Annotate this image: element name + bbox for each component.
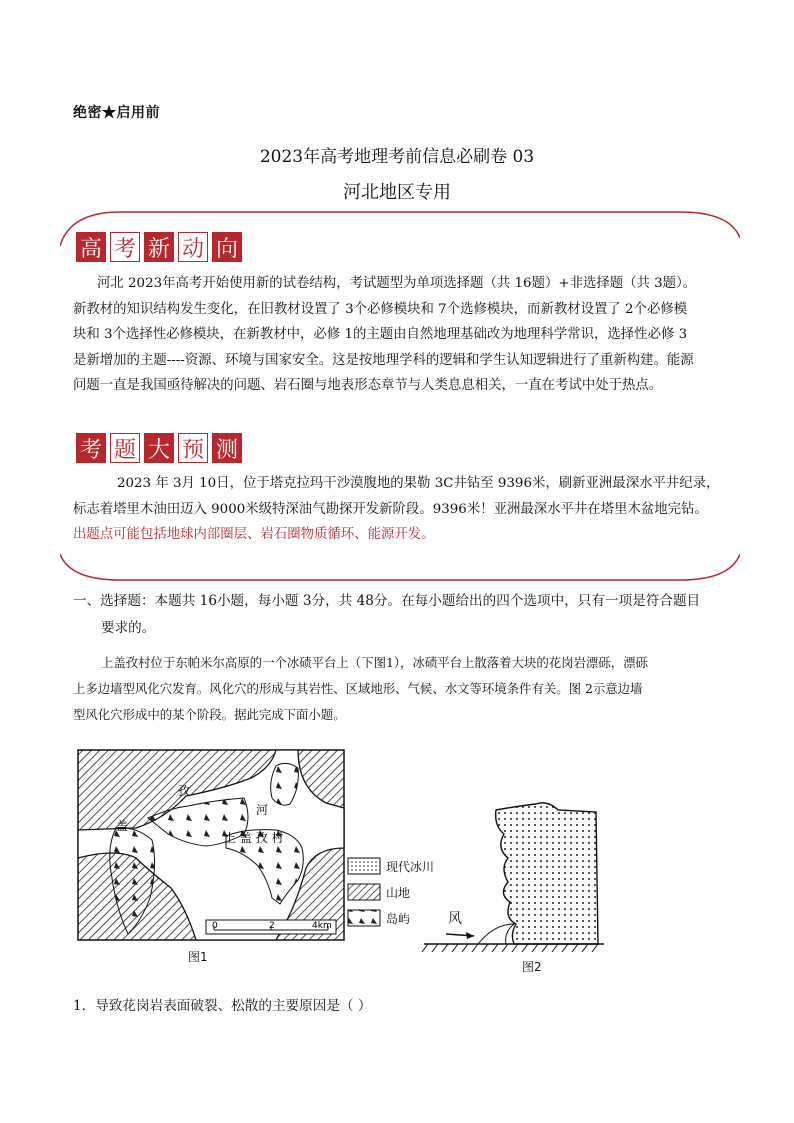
banner-char: 考 (110, 232, 140, 262)
banner-char: 测 (212, 433, 242, 463)
legend-mountain: 山地 (386, 886, 411, 900)
text-line: 上多边墙型风化穴发育。风化穴的形成与其岩性、区域地形、气候、水文等环境条件有关。图 2示意边墙 (73, 681, 643, 696)
highlight-line: 出题点可能包括地球内部圈层、岩石圈物质循环、能源开发。 (73, 527, 435, 542)
figure2-diagram (418, 798, 608, 958)
text-line: 标志着塔里木油田迈入 9000米级特深油气勘探开发新阶段。9396米！亚洲最深水平井在塔里木盆地完钻。 (73, 501, 708, 517)
legend-glacier: 现代冰川 (386, 860, 435, 874)
banner-char: 大 (144, 433, 174, 463)
banner-char: 向 (212, 232, 242, 262)
figure1-map (76, 748, 346, 944)
map-label-river1: 孜 (178, 784, 191, 798)
question-1: 1．导致花岗岩表面破裂、松散的主要原因是（ ） (73, 998, 372, 1014)
banner-char: 考 (76, 433, 106, 463)
banner-char: 题 (110, 433, 140, 463)
secret-mark: 绝密★启用前 (73, 105, 160, 121)
figure2-caption: 图2 (522, 960, 542, 974)
text-line: 问题一直是我国亟待解决的问题、岩石圈与地表形态章节与人类息息相关，一直在考试中处于热点。 (73, 378, 663, 393)
banner-char: 动 (178, 232, 208, 262)
scale-tick-4: 4km (312, 921, 332, 931)
text-line: 一、选择题：本题共 16小题，每小题 3分，共 48分。在每小题给出的四个选项中，只有一项是符合题目 (73, 593, 701, 609)
banner-char: 预 (178, 433, 208, 463)
scale-tick-2: 2 (269, 921, 275, 931)
text-line: 上盖孜村位于东帕米尔高原的一个冰碛平台上（下图1），冰碛平台上散落着大块的花岗岩漂砾，漂砾 (101, 655, 648, 670)
page-subtitle: 河北地区专用 (343, 182, 451, 203)
question-passage (73, 650, 723, 728)
intro-paragraph (73, 271, 723, 399)
scale-tick-0: 0 (212, 921, 218, 931)
text-line: 2023 年 3月 10日，位于塔克拉玛干沙漠腹地的果勒 3C井钻至 9396米，刷新亚洲最深水平井纪录， (117, 476, 720, 491)
forecast-paragraph (73, 471, 723, 548)
text-line: 是新增加的主题----资源、环境与国家安全。这是按地理学科的逻辑和学生认知逻辑进行了重新构建。能源 (73, 352, 694, 368)
map-label-gai: 盖 (116, 819, 129, 833)
text-line: 河北 2023年高考开始使用新的试卷结构，考试题型为单项选择题（共 16题）+非选择题（共 3题）。 (97, 276, 697, 291)
map-label-village: 上 盖 孜 村 (224, 831, 284, 845)
banner-char: 高 (76, 232, 106, 262)
text-line: 要求的。 (101, 620, 156, 636)
text-line: 新教材的知识结构发生变化，在旧教材设置了 3个必修模块和 7个选修模块，而新教材设置了 2个必修模 (73, 301, 688, 317)
page-title: 2023年高考地理考前信息必刷卷 03 (259, 147, 535, 167)
banner-forecast (76, 433, 242, 463)
figure2-wind-label: 风 (448, 911, 462, 927)
figure1-caption: 图1 (188, 950, 208, 964)
banner-char: 新 (144, 232, 174, 262)
legend-island: 岛屿 (386, 912, 411, 926)
bottom-arc-divider (60, 548, 740, 588)
section-instructions (73, 588, 723, 642)
text-line: 型风化穴形成中的某个阶段。据此完成下面小题。 (73, 707, 346, 722)
text-line: 块和 3个选择性必修模块，在新教材中，必修 1的主题由自然地理基础改为地理科学常识，选择性必修 3 (73, 327, 688, 342)
banner-new-trends (76, 232, 242, 262)
map-label-river2: 河 (256, 803, 269, 817)
